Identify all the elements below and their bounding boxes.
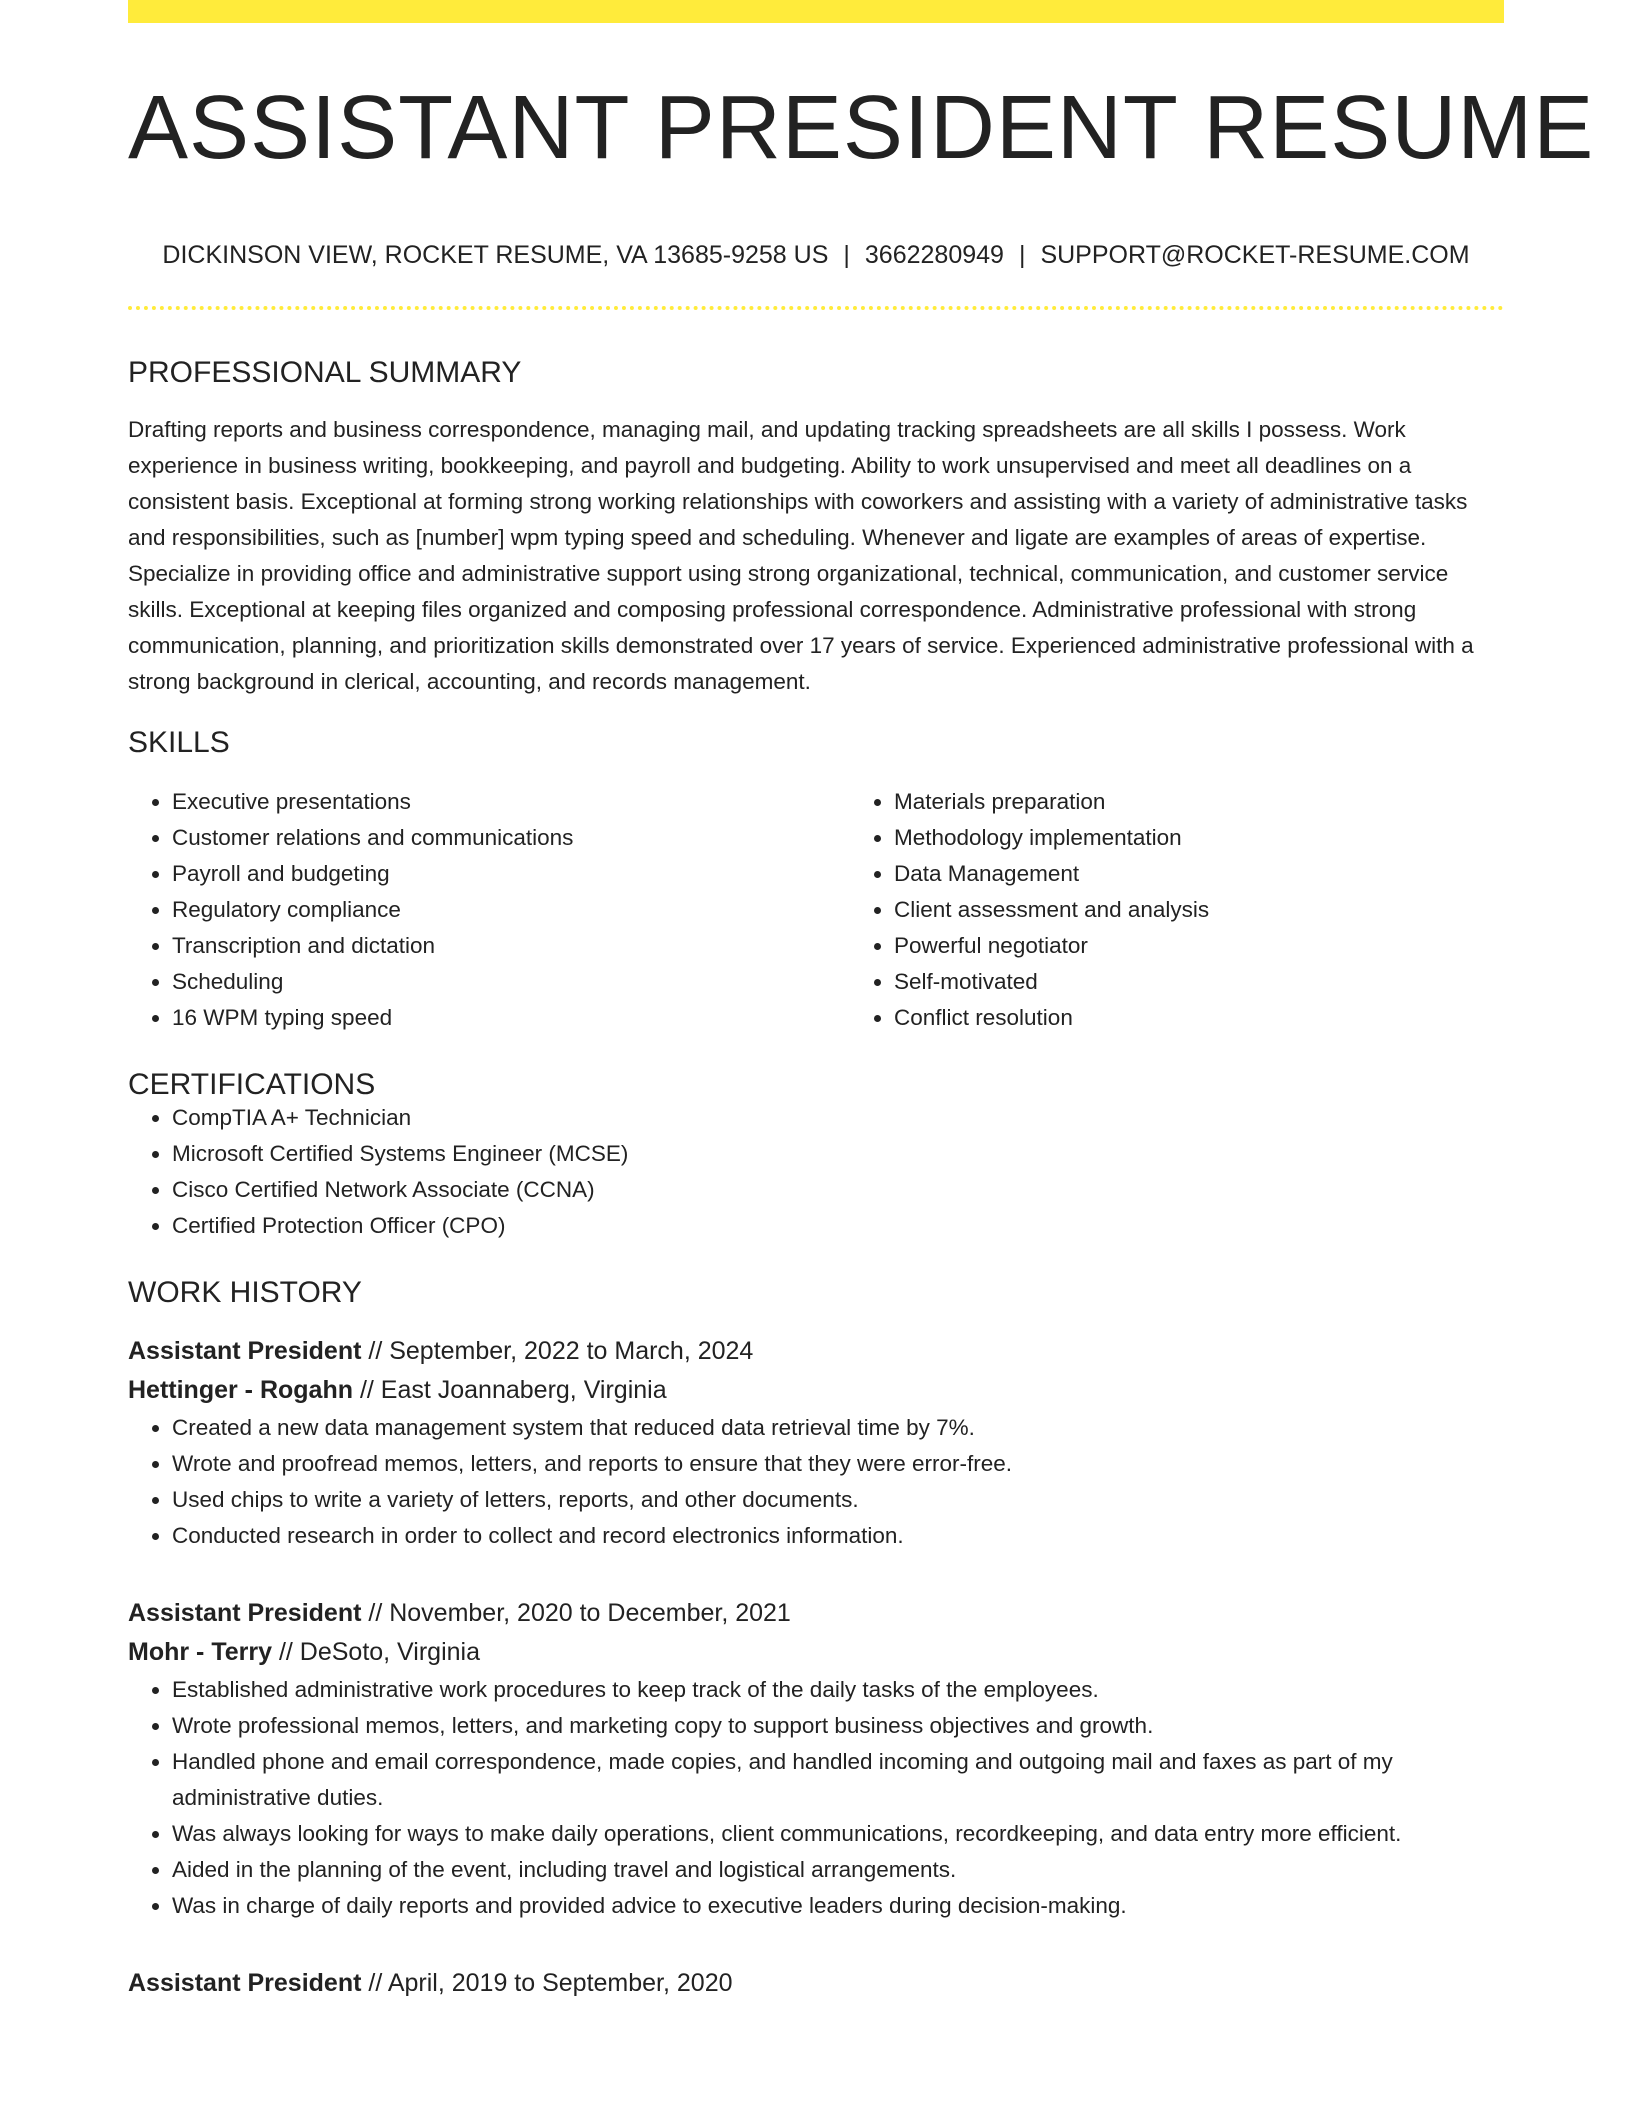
job-title: Assistant President [128, 1599, 362, 1627]
certifications-heading: CERTIFICATIONS [128, 1068, 376, 1101]
skill-item: • Payroll and budgeting [172, 856, 850, 892]
job-title-line [128, 1594, 1504, 1633]
certification-item: • CompTIA A+ Technician [172, 1100, 1504, 1136]
job-title: Assistant President [128, 1337, 362, 1365]
job-location: // East Joannaberg, Virginia [353, 1376, 667, 1404]
phone[interactable]: 3662280949 [864, 241, 1004, 269]
skill-item: • Regulatory compliance [172, 892, 850, 928]
skill-item: • Self-motivated [894, 964, 1504, 1000]
skills-heading: SKILLS [128, 726, 230, 759]
skill-item: • Methodology implementation [894, 820, 1504, 856]
skills-column-right [850, 784, 1504, 1036]
email-link[interactable]: SUPPORT@ROCKET-RESUME.COM [1040, 241, 1470, 269]
job-duty: • Handled phone and email correspondence, made copies, and handled incoming and outgoing mail and faxes as part of my administrative duties. [172, 1744, 1504, 1816]
job-entry [128, 1964, 1504, 2003]
certifications-list [128, 1100, 1504, 1244]
contact-separator: | [1018, 241, 1026, 269]
job-title: Assistant President [128, 1969, 362, 1997]
skill-item: • Executive presentations [172, 784, 850, 820]
address: DICKINSON VIEW, ROCKET RESUME, VA 13685-9258 US [162, 241, 829, 269]
job-duty: • Was always looking for ways to make daily operations, client communications, recordkeeping, and data entry more efficient. [172, 1816, 1504, 1852]
contact-separator: | [843, 241, 850, 269]
job-duties [128, 1672, 1504, 1924]
skill-item: • Client assessment and analysis [894, 892, 1504, 928]
job-dates: // April, 2019 to September, 2020 [361, 1969, 733, 1997]
job-title-line [128, 1332, 1504, 1371]
skills-list [128, 784, 1504, 1036]
summary-text: Drafting reports and business correspondence, managing mail, and updating tracking spreadsheets are all skills I possess. Work experience in business writing, bookkeeping, and payroll and budgeting. Ability to work unsupervised and meet all deadlines on a consistent basis. Exceptional at forming strong working relationships with coworkers and assisting with a variety of administrative tasks and responsibilities, such as [number] wpm typing speed and scheduling. Whenever and ligate are examples of areas of expertise. Specialize in providing office and administrative support using strong organizational, technical, communication, and customer service skills. Exceptional at keeping files organized and composing professional correspondence. Administrative professional with strong communication, planning, and prioritization skills demonstrated over 17 years of service. Experienced administrative professional with a strong background in clerical, accounting, and records management. [128, 417, 1474, 694]
job-dates: // September, 2022 to March, 2024 [361, 1337, 754, 1365]
skill-item: • Data Management [894, 856, 1504, 892]
resume-title: ASSISTANT PRESIDENT RESUME [128, 78, 1595, 178]
job-title-line [128, 1964, 1504, 2003]
certification-item: • Microsoft Certified Systems Engineer (MCSE) [172, 1136, 1504, 1172]
dotted-divider [128, 306, 1504, 310]
contact-line [128, 243, 1504, 268]
skill-item: • 16 WPM typing speed [172, 1000, 850, 1036]
certification-item: • Cisco Certified Network Associate (CCNA) [172, 1172, 1504, 1208]
job-duty: • Aided in the planning of the event, including travel and logistical arrangements. [172, 1852, 1504, 1888]
job-company-line [128, 1371, 1504, 1410]
certification-item: • Certified Protection Officer (CPO) [172, 1208, 1504, 1244]
job-entry [128, 1332, 1504, 1554]
accent-bar [128, 0, 1504, 23]
job-duty: • Used chips to write a variety of letters, reports, and other documents. [172, 1482, 1504, 1518]
job-company-line [128, 1633, 1504, 1672]
job-company: Hettinger - Rogahn [128, 1376, 353, 1404]
skill-item: • Powerful negotiator [894, 928, 1504, 964]
skill-item: • Transcription and dictation [172, 928, 850, 964]
job-entry [128, 1594, 1504, 1924]
skill-item: • Customer relations and communications [172, 820, 850, 856]
job-duty: • Wrote professional memos, letters, and marketing copy to support business objectives and growth. [172, 1708, 1504, 1744]
job-location: // DeSoto, Virginia [272, 1638, 480, 1666]
job-dates: // November, 2020 to December, 2021 [361, 1599, 791, 1627]
skill-item: • Conflict resolution [894, 1000, 1504, 1036]
skill-item: • Materials preparation [894, 784, 1504, 820]
job-duties [128, 1410, 1504, 1554]
job-duty: • Created a new data management system that reduced data retrieval time by 7%. [172, 1410, 1504, 1446]
job-duty: • Was in charge of daily reports and provided advice to executive leaders during decision-making. [172, 1888, 1504, 1924]
work-history-heading: WORK HISTORY [128, 1276, 362, 1309]
job-duty: • Established administrative work procedures to keep track of the daily tasks of the employees. [172, 1672, 1504, 1708]
job-duty: • Conducted research in order to collect and record electronics information. [172, 1518, 1504, 1554]
job-duty: • Wrote and proofread memos, letters, and reports to ensure that they were error-free. [172, 1446, 1504, 1482]
skill-item: • Scheduling [172, 964, 850, 1000]
resume-page [128, 0, 1595, 2003]
skills-column-left [128, 784, 850, 1036]
job-company: Mohr - Terry [128, 1638, 272, 1666]
summary-heading: PROFESSIONAL SUMMARY [128, 356, 522, 389]
